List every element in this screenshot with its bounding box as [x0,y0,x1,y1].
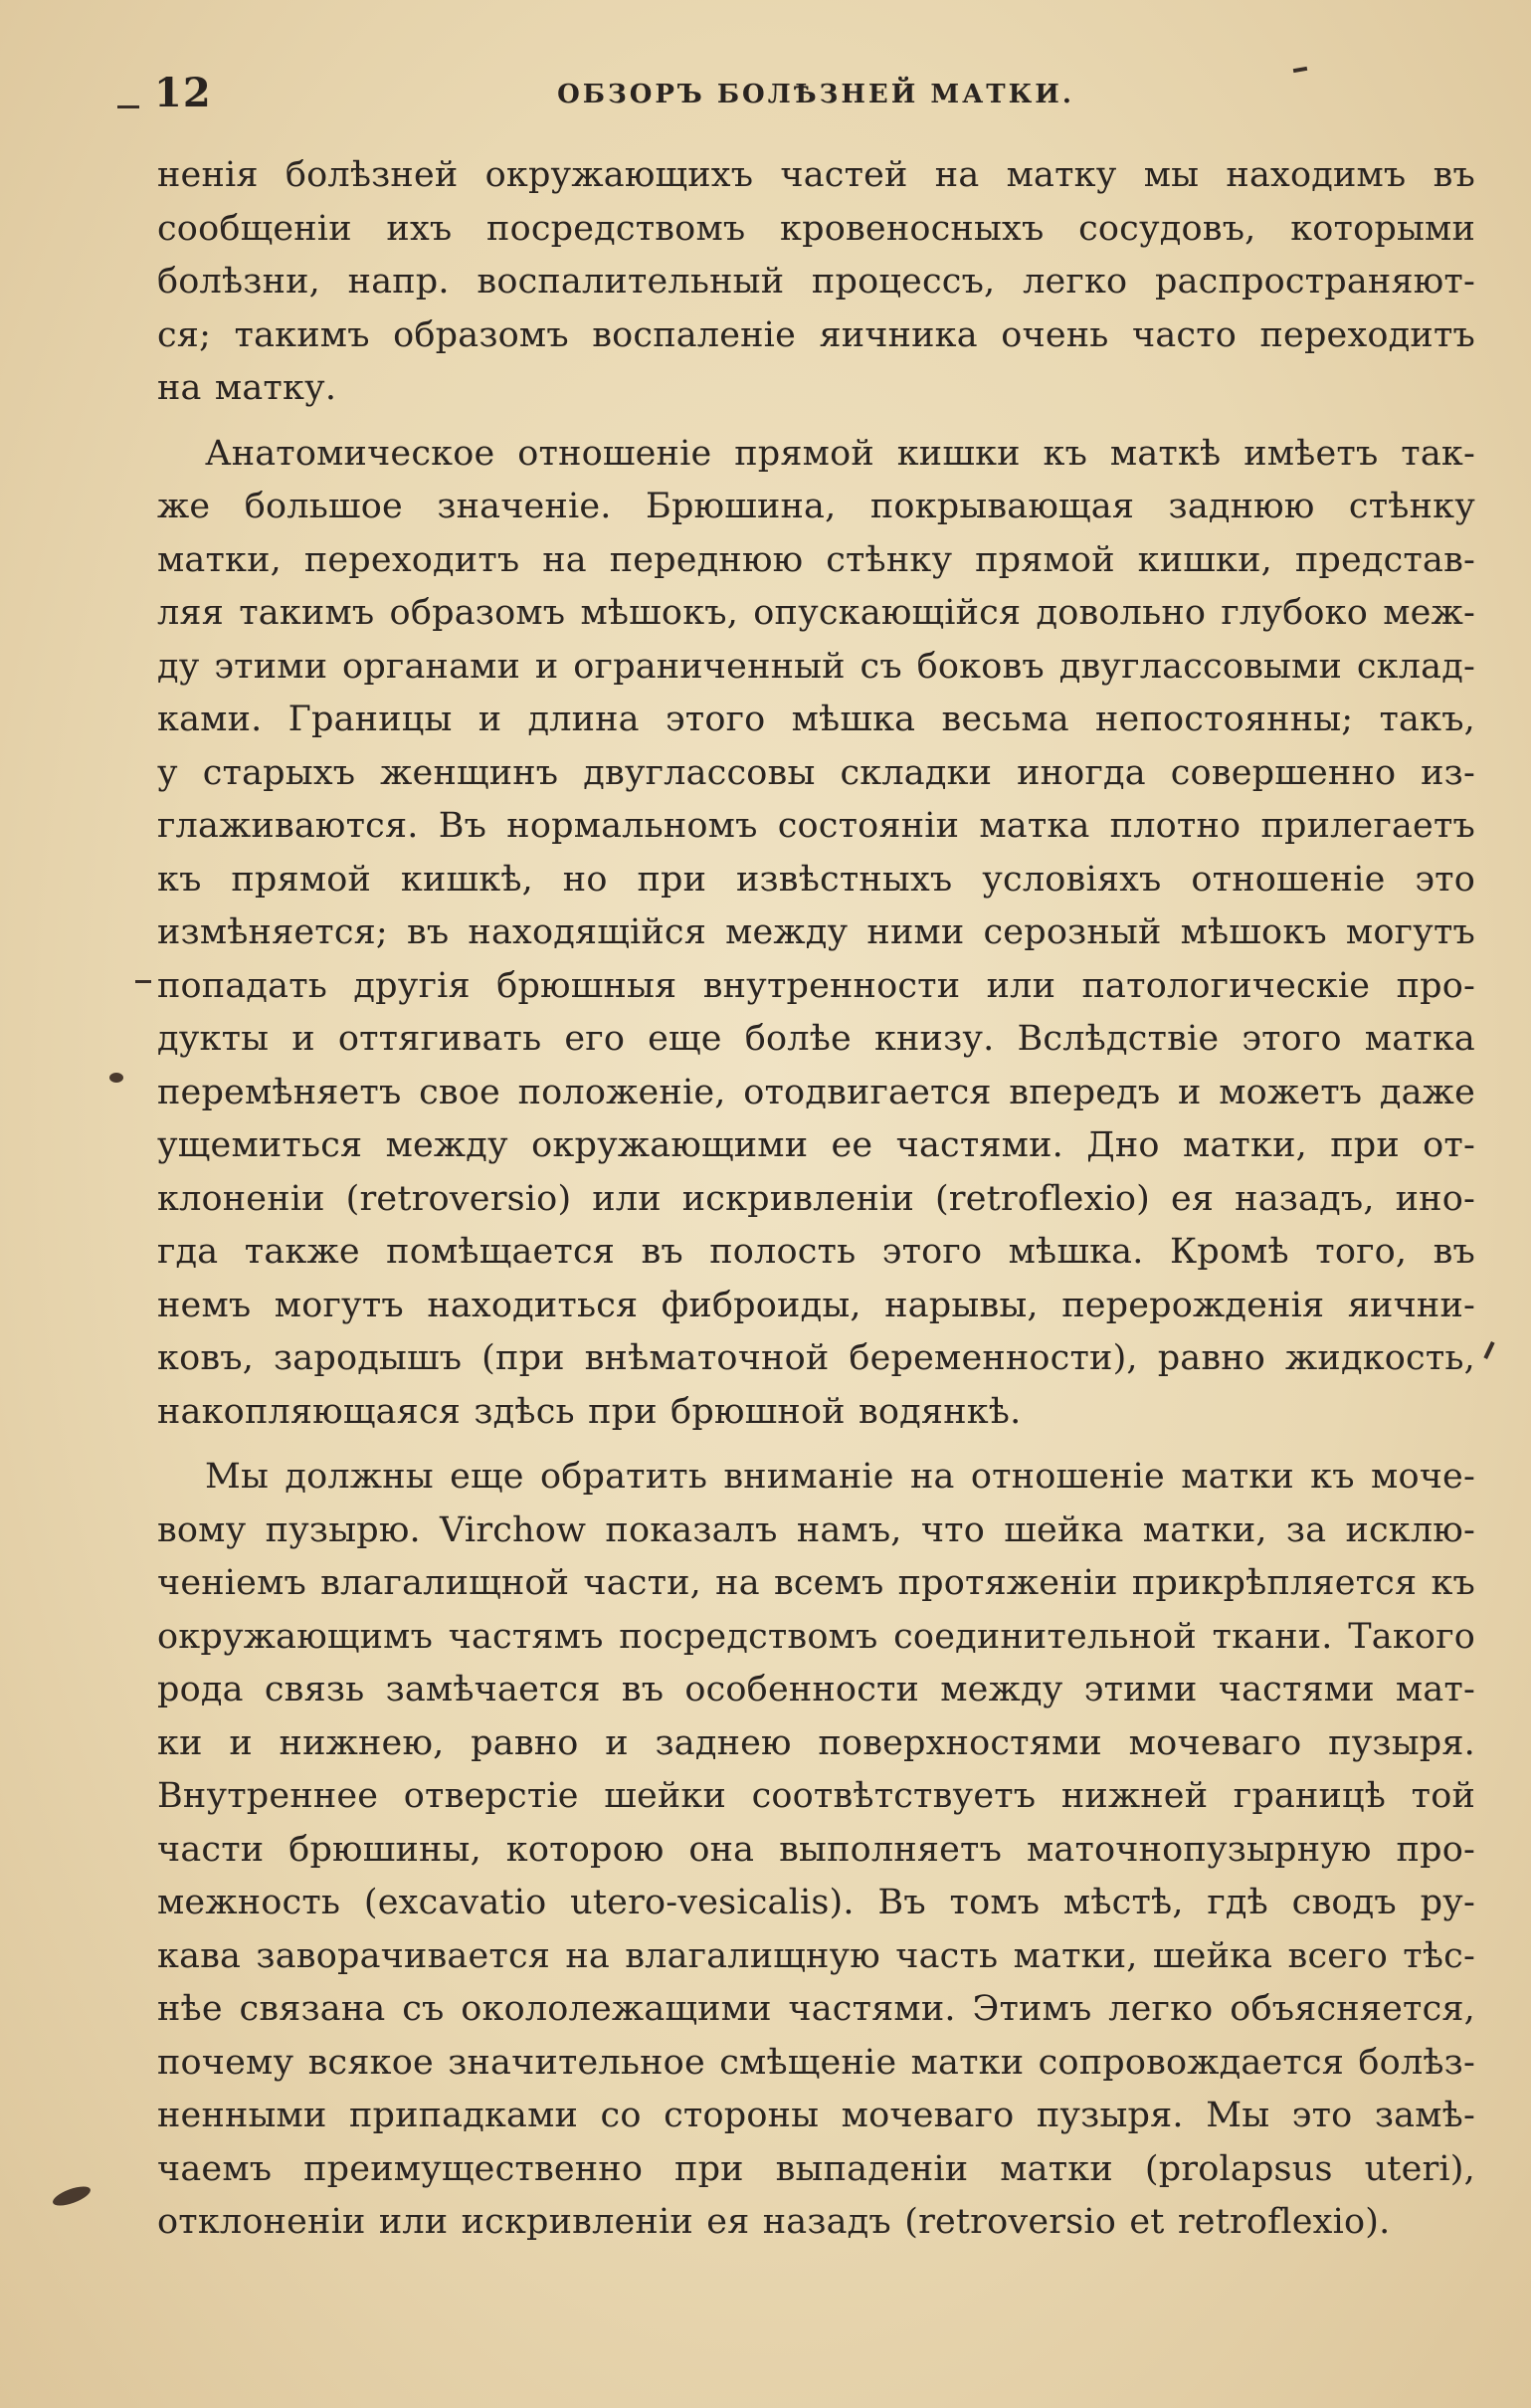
text-line: же большое значеніе. Брюшина, покрывающая заднюю стѣнку [157,487,1475,526]
text-line: отклоненіи или искривленіи ея назадъ (retroversio et retroflexio). [157,2202,1391,2242]
text-line: кава заворачивается на влагалищную часть матки, шейка всего тѣс- [157,1935,1475,1976]
paragraph [157,149,1475,416]
text-line: измѣняется; въ находящійся между ними серозный мѣшокъ могутъ [157,912,1475,952]
text-line: гда также помѣщается въ полость этого мѣшка. Кромѣ того, въ [157,1232,1475,1272]
text-line: ляя такимъ образомъ мѣшокъ, опускающійся довольно глубоко меж- [157,593,1475,633]
text-line: клоненіи (retroversio) или искривленіи (retroflexio) ея назадъ, ино- [157,1178,1475,1219]
text-line: накопляющаяся здѣсь при брюшной водянкѣ. [157,1391,1022,1432]
text-line: ковъ, зародышъ (при внѣматочной беременности), равно жидкость, [157,1338,1475,1378]
text-line: Внутреннее отверстіе шейки соотвѣтствуетъ нижней границѣ той [157,1776,1475,1816]
running-head: ОБЗОРЪ БОЛѢЗНЕЙ МАТКИ. [557,80,1074,109]
text-line: межность (excavatio utero-vesicalis). Въ томъ мѣстѣ, гдѣ сводъ ру- [157,1883,1475,1922]
text-line: окружающимъ частямъ посредствомъ соединительной ткани. Такого [157,1616,1475,1657]
text-line: вому пузырю. Virchow показалъ намъ, что шейка матки, за исклю- [157,1509,1475,1550]
paragraph [157,1451,1475,2250]
text-line: ненія болѣзней окружающихъ частей на матку мы находимъ въ [157,155,1475,195]
text-line: матки, переходитъ на переднюю стѣнку прямой кишки, представ- [157,539,1475,580]
margin-dash-mark [1483,1341,1494,1359]
ink-blot [51,2183,93,2210]
paragraph-gap [157,1439,1475,1451]
text-line: ненными припадками со стороны мочеваго пузыря. Мы это замѣ- [157,2096,1475,2135]
text-line: ду этими органами и ограниченный съ боковъ двуглассовыми склад- [157,646,1475,687]
text-line: рода связь замѣчается въ особенности между этими частями мат- [157,1670,1475,1709]
text-line: перемѣняетъ свое положеніе, отодвигается впередъ и можетъ даже [157,1072,1475,1112]
text-line: немъ могутъ находиться фиброиды, нарывы, перерожденія яични- [157,1285,1475,1325]
text-line: Мы должны еще обратить вниманіе на отношеніе матки къ моче- [205,1457,1475,1497]
margin-dash-mark [117,105,139,108]
text-line: части брюшины, которою она выполняетъ маточнопузырную про- [157,1829,1475,1870]
margin-dash-mark [135,980,151,983]
text-line: къ прямой кишкѣ, но при извѣстныхъ условіяхъ отношеніе это [157,859,1475,900]
text-line: ся; такимъ образомъ воспаленіе яичника очень часто переходитъ [157,314,1475,355]
text-line: чаемъ преимущественно при выпаденіи матки (prolapsus uteri), [157,2148,1475,2189]
text-line: ками. Границы и длина этого мѣшка весьма непостоянны; такъ, [157,700,1475,739]
text-line: дукты и оттягивать его еще болѣе книзу. Вслѣдствіе этого матка [157,1019,1475,1059]
text-line: ущемиться между окружающими ее частями. Дно матки, при от- [157,1125,1475,1165]
text-line: у старыхъ женщинъ двуглассовы складки иногда совершенно из- [157,752,1475,793]
text-line: сообщеніи ихъ посредствомъ кровеносныхъ сосудовъ, которыми [157,208,1475,249]
text-line: почему всякое значительное смѣщеніе матки сопровождается болѣз- [157,2042,1475,2083]
paragraph [157,428,1475,1440]
page-header [154,70,1477,119]
body-text [157,149,1475,2250]
text-line: ки и нижнею, равно и заднею поверхностями мочеваго пузыря. [157,1722,1475,1763]
text-line: болѣзни, напр. воспалительный процессъ, легко распространяют- [157,262,1475,301]
text-line: нѣе связана съ окололежащими частями. Этимъ легко объясняется, [157,1989,1475,2029]
text-line: ченіемъ влагалищной части, на всемъ протяженіи прикрѣпляется къ [157,1563,1475,1603]
paragraph-gap [157,416,1475,428]
ink-blot [109,1073,123,1083]
text-line: на матку. [157,368,337,408]
page-number: 12 [154,70,212,116]
text-line: Анатомическое отношеніе прямой кишки къ маткѣ имѣетъ так- [205,433,1475,474]
text-line: глаживаются. Въ нормальномъ состояніи матка плотно прилегаетъ [157,806,1475,846]
text-line: попадать другія брюшныя внутренности или патологическіе про- [157,965,1475,1006]
